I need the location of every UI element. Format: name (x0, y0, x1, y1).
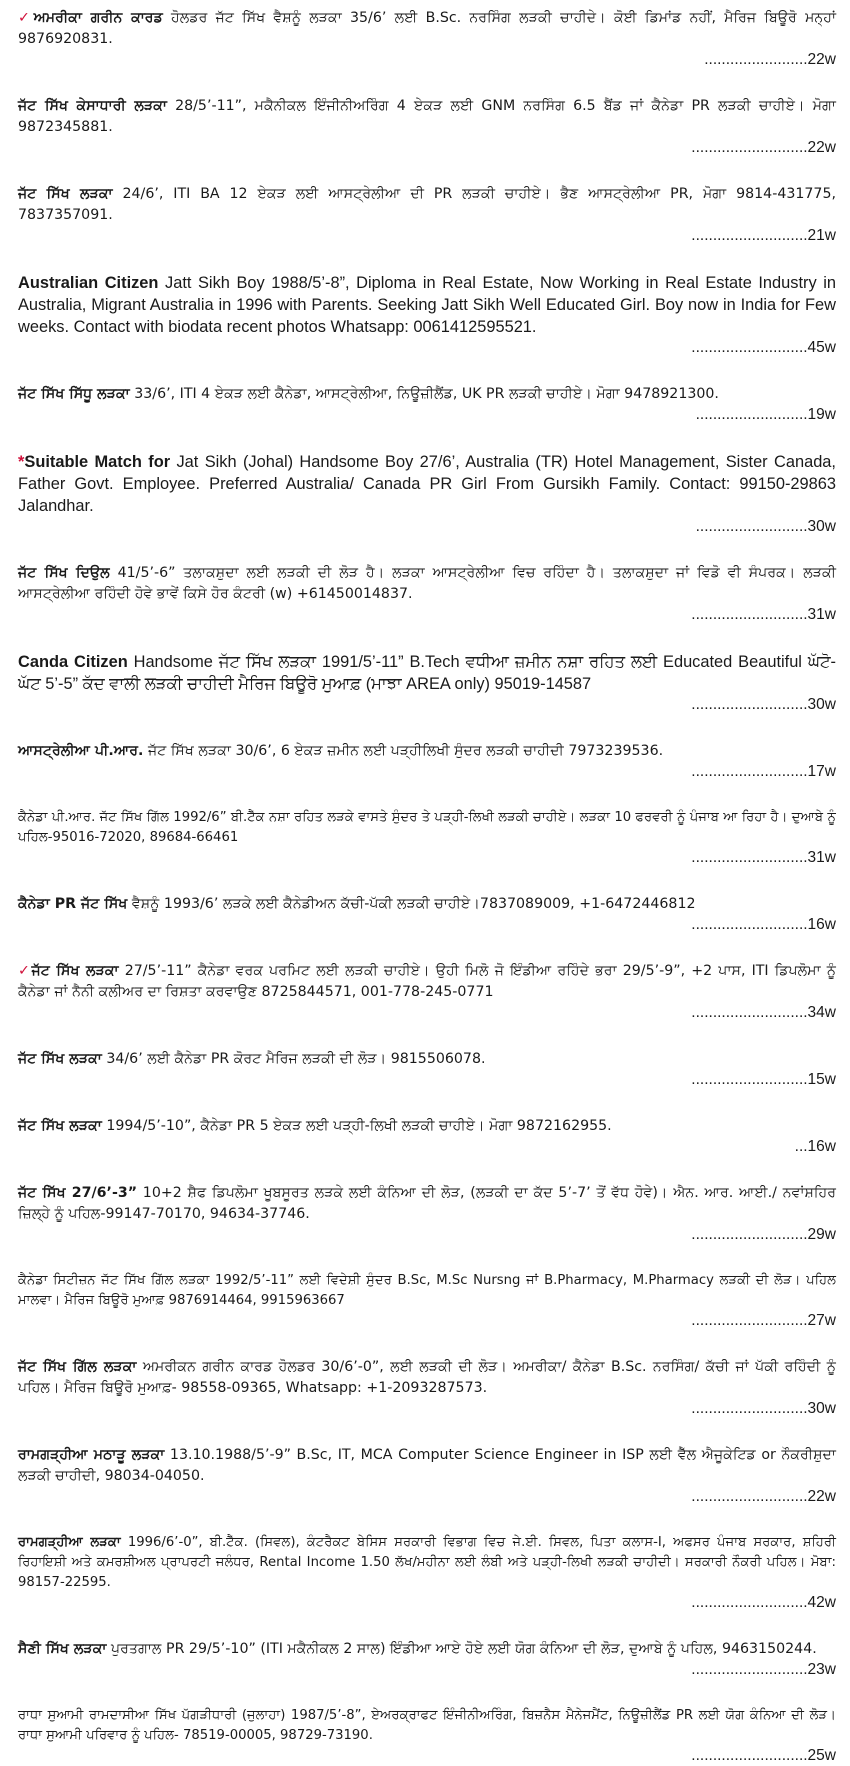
ad-heading: ਸੈਣੀ ਸਿੱਖ ਲੜਕਾ (18, 1641, 107, 1657)
ad-heading: ਜੱਟ ਸਿੱਖ 27/6’-3” (18, 1185, 138, 1201)
word-count: ...........................15w (691, 1071, 836, 1088)
word-count: ...........................34w (691, 1004, 836, 1021)
ad-heading: ਜੱਟ ਸਿੱਖ ਕੇਸਾਧਾਰੀ ਲੜਕਾ (18, 98, 167, 114)
ad-body: ਹੋਲਡਰ ਜੱਟ ਸਿੱਖ ਵੈਸ਼ਨੂੰ ਲੜਕਾ 35/6’ ਲਈ B.Sc. ਨਰਸਿੰਗ ਲੜਕੀ ਚਾਹੀਦੇ। ਕੋਈ ਡਿਮਾਂਡ ਨਹੀਂ, ਮੈਰਿਜ ਬਿਊਰੋ ਮਨ੍ਹਾਂ 9876920831. (18, 10, 837, 47)
word-count: ...........................25w (691, 1747, 836, 1764)
ad-body: 13.10.1988/5’-9” B.Sc, IT, MCA Computer Science Engineer in ISP ਲਈ ਵੈੱਲ ਐਜੂਕੇਟਿਡ or ਨੌਕਰੀਸ਼ੁਦਾ ਲੜਕੀ ਚਾਹੀਦੀ, 98034-04050. (18, 1447, 836, 1484)
ad-body: ਵੈਸ਼ਨੂੰ 1993/6’ ਲੜਕੇ ਲਈ ਕੈਨੇਡੀਅਨ ਕੱਚੀ-ਪੱਕੀ ਲੜਕੀ ਚਾਹੀਏ।7837089009, +1-6472446812 (127, 896, 696, 912)
ad-body: Jatt Sikh Boy 1988/5’-8”, Diploma in Real Estate, Now Working in Real Estate Industry in Australia, Migrant Australia in 1996 with Parents. Seeking Jatt Sikh Well Educated Girl. Boy now in India for Few weeks. Contact with biodata recent photos Whatsapp: 0061412595521. (18, 274, 836, 336)
ad-body: ਕੈਨੇਡਾ ਸਿਟੀਜ਼ਨ ਜੱਟ ਸਿੱਖ ਗਿੱਲ ਲੜਕਾ 1992/5’-11” ਲਈ ਵਿਦੇਸ਼ੀ ਸੁੰਦਰ B.Sc, M.Sc Nursng ਜਾਂ B.Pharmacy, M.Pharmacy ਲੜਕੀ ਦੀ ਲੋੜ। ਪਹਿਲ ਮਾਲਵਾ। ਮੈਰਿਜ ਬਿਊਰੋ ਮੁਆਫ਼ 9876914464, 9915963667 (18, 1273, 836, 1308)
matrimonial-ad (18, 272, 836, 358)
ad-body: 34/6’ ਲਈ ਕੈਨੇਡਾ PR ਕੋਰਟ ਮੈਰਿਜ ਲੜਕੀ ਦੀ ਲੋੜ। 9815506078. (101, 1051, 486, 1067)
ad-heading: ਰਾਮਗੜ੍ਹੀਆ ਲੜਕਾ (18, 1535, 121, 1550)
ad-body: 10+2 ਸ਼ੈਫ ਡਿਪਲੋਮਾ ਖੂਬਸੂਰਤ ਲੜਕੇ ਲਈ ਕੰਨਿਆ ਦੀ ਲੋੜ, (ਲੜਕੀ ਦਾ ਕੱਦ 5’-7’ ਤੋਂ ਵੱਧ ਹੋਵੇ)। ਐਨ. ਆਰ. ਆਈ./ ਨਵਾਂਸ਼ਹਿਰ ਜ਼ਿਲ੍ਹੇ ਨੂੰ ਪਹਿਲ-99147-70170, 94634-37746. (18, 1185, 836, 1222)
check-mark-icon: ✓ (18, 10, 34, 26)
ad-body: Handsome ਜੱਟ ਸਿੱਖ ਲੜਕਾ 1991/5’-11” B.Tech ਵਧੀਆ ਜ਼ਮੀਨ ਨਸ਼ਾ ਰਹਿਤ ਲਈ Educated Beautiful ਘੱਟੋ-ਘੱਟ 5’-5” ਕੱਦ ਵਾਲੀ ਲੜਕੀ ਚਾਹੀਦੀ ਮੈਰਿਜ ਬਿਊਰੋ ਮੁਆਫ਼ (ਮਾਝਾ AREA only) 95019-14587 (18, 653, 836, 693)
ad-body: 27/5’-11” ਕੈਨੇਡਾ ਵਰਕ ਪਰਮਿਟ ਲਈ ਲੜਕੀ ਚਾਹੀਏ। ਉਹੀ ਮਿਲੋ ਜੋ ਇੰਡੀਆ ਰਹਿੰਦੇ ਭਰਾ 29/5’-9”, +2 ਪਾਸ, ITI ਡਿਪਲੋਮਾ ਨੂੰ ਕੈਨੇਡਾ ਜਾਂ ਨੈਨੀ ਕਲੀਅਰ ਦਾ ਰਿਸ਼ਤਾ ਕਰਵਾਉਣ 8725844571, 001-778-245-0771 (18, 963, 837, 1000)
ad-heading: ਜੱਟ ਸਿੱਖ ਲੜਕਾ (18, 186, 113, 202)
matrimonial-ad (18, 1445, 836, 1507)
matrimonial-ad (18, 1183, 836, 1245)
ad-body: ਪੁਰਤਗਾਲ PR 29/5’-10” (ITI ਮਕੈਨੀਕਲ 2 ਸਾਲ) ਇੰਡੀਆ ਆਏ ਹੋਏ ਲਈ ਯੋਗ ਕੰਨਿਆ ਦੀ ਲੋੜ, ਦੁਆਬੇ ਨੂੰ ਪਹਿਲ, 9463150244. (106, 1641, 817, 1657)
word-count: ...........................22w (691, 139, 836, 156)
ad-heading: Suitable Match for (24, 453, 171, 471)
word-count: ...........................27w (691, 1312, 836, 1329)
word-count: ...16w (794, 1138, 836, 1155)
word-count: ...........................16w (691, 916, 836, 933)
word-count: ...........................30w (691, 1400, 836, 1417)
ad-body: 24/6’, ITI BA 12 ਏਕੜ ਲਈ ਆਸਟ੍ਰੇਲੀਆ ਦੀ PR ਲੜਕੀ ਚਾਹੀਏ। ਭੈਣ ਆਸਟ੍ਰੇਲੀਆ PR, ਮੋਗਾ 9814-431775, 7837357091. (18, 186, 836, 223)
ad-heading: ਜੱਟ ਸਿੱਖ ਲੜਕਾ (31, 963, 119, 979)
ad-heading: ਜੱਟ ਸਿੱਖ ਗਿੱਲ ਲੜਕਾ (18, 1359, 137, 1375)
matrimonial-ad (18, 1271, 836, 1331)
matrimonial-ad (18, 563, 836, 625)
ad-body: ਅਮਰੀਕਨ ਗਰੀਨ ਕਾਰਡ ਹੋਲਡਰ 30/6’-0”, ਲਈ ਲੜਕੀ ਦੀ ਲੋੜ। ਅਮਰੀਕਾ/ ਕੈਨੇਡਾ B.Sc. ਨਰਸਿੰਗ/ ਕੱਚੀ ਜਾਂ ਪੱਕੀ ਰਹਿੰਦੀ ਨੂੰ ਪਹਿਲ। ਮੈਰਿਜ ਬਿਊਰੋ ਮੁਆਫ਼- 98558-09365, Whatsapp: +1-2093287573. (18, 1359, 837, 1396)
word-count: ...........................21w (691, 227, 836, 244)
ad-heading: Australian Citizen (18, 274, 159, 292)
matrimonial-ad (18, 1706, 836, 1766)
asterisk-mark: * (18, 453, 25, 471)
ad-body: 28/5’-11”, ਮਕੈਨੀਕਲ ਇੰਜੀਨੀਅਰਿੰਗ 4 ਏਕੜ ਲਈ GNM ਨਰਸਿੰਗ 6.5 ਬੈਂਡ ਜਾਂ ਕੈਨੇਡਾ PR ਲੜਕੀ ਚਾਹੀਏ। ਮੋਗਾ 9872345881. (18, 98, 836, 135)
word-count: ........................22w (704, 51, 836, 68)
word-count: ...........................45w (691, 339, 836, 356)
ad-heading: ਅਮਰੀਕਾ ਗਰੀਨ ਕਾਰਡ (33, 10, 163, 26)
matrimonial-ad (18, 1116, 836, 1157)
matrimonial-ad (18, 1639, 836, 1680)
matrimonial-ad (18, 808, 836, 868)
word-count: ..........................30w (695, 518, 836, 535)
word-count: ...........................23w (691, 1661, 836, 1678)
matrimonial-ad (18, 451, 836, 537)
matrimonial-ad (18, 741, 836, 782)
ad-heading: ਰਾਮਗੜ੍ਹੀਆ ਮਠਾੜੂ ਲੜਕਾ (18, 1447, 165, 1463)
word-count: ...........................17w (691, 763, 836, 780)
matrimonial-ad (18, 384, 836, 425)
ad-body: 33/6’, ITI 4 ਏਕੜ ਲਈ ਕੈਨੇਡਾ, ਆਸਟ੍ਰੇਲੀਆ, ਨਿਊਜ਼ੀਲੈਂਡ, UK PR ਲੜਕੀ ਚਾਹੀਏ। ਮੋਗਾ 9478921300. (129, 386, 719, 402)
word-count: ...........................31w (691, 849, 836, 866)
ad-body: ਕੈਨੇਡਾ ਪੀ.ਆਰ. ਜੱਟ ਸਿੱਖ ਗਿੱਲ 1992/6” ਬੀ.ਟੈੱਕ ਨਸ਼ਾ ਰਹਿਤ ਲੜਕੇ ਵਾਸਤੇ ਸੁੰਦਰ ਤੇ ਪੜ੍ਹੀ-ਲਿਖੀ ਲੜਕੀ ਚਾਹੀਏ। ਲੜਕਾ 10 ਫਰਵਰੀ ਨੂੰ ਪੰਜਾਬ ਆ ਰਿਹਾ ਹੈ। ਦੁਆਬੇ ਨੂੰ ਪਹਿਲ-95016-72020, 89684-66461 (18, 810, 836, 845)
check-mark-icon: ✓ (18, 963, 32, 979)
matrimonial-ad (18, 96, 836, 158)
ad-body: Jat Sikh (Johal) Handsome Boy 27/6’, Australia (TR) Hotel Management, Sister Canada, Father Govt. Employee. Preferred Australia/ Canada PR Girl From Gursikh Family. Contact: 99150-29863 Jalandhar. (18, 453, 836, 515)
ad-body: 1994/5’-10”, ਕੈਨੇਡਾ PR 5 ਏਕੜ ਲਈ ਪੜ੍ਹੀ-ਲਿਖੀ ਲੜਕੀ ਚਾਹੀਏ। ਮੋਗਾ 9872162955. (101, 1118, 612, 1134)
ad-body: 41/5’-6” ਤਲਾਕਸ਼ੁਦਾ ਲਈ ਲੜਕੀ ਦੀ ਲੋੜ ਹੈ। ਲੜਕਾ ਆਸਟ੍ਰੇਲੀਆ ਵਿਚ ਰਹਿੰਦਾ ਹੈ। ਤਲਾਕਸ਼ੁਦਾ ਜਾਂ ਵਿਡੋ ਵੀ ਸੰਪਰਕ। ਲੜਕੀ ਆਸਟ੍ਰੇਲੀਆ ਰਹਿੰਦੀ ਹੋਵੇ ਭਾਵੇਂ ਕਿਸੇ ਹੋਰ ਕੰਟਰੀ (w) +61450014837. (18, 565, 837, 602)
ad-body: ਜੱਟ ਸਿੱਖ ਲੜਕਾ 30/6’, 6 ਏਕੜ ਜ਼ਮੀਨ ਲਈ ਪੜ੍ਹੀਲਿਖੀ ਸੁੰਦਰ ਲੜਕੀ ਚਾਹੀਦੀ 7973239536. (143, 743, 664, 759)
matrimonial-ad (18, 1357, 836, 1419)
matrimonial-ad (18, 961, 836, 1023)
ad-body: 1996/6’-0”, ਬੀ.ਟੈੱਕ. (ਸਿਵਲ), ਕੰਟਰੈਕਟ ਬੇਸਿਸ ਸਰਕਾਰੀ ਵਿਭਾਗ ਵਿਚ ਜੇ.ਈ. ਸਿਵਲ, ਪਿਤਾ ਕਲਾਸ-I, ਅਫਸਰ ਪੰਜਾਬ ਸਰਕਾਰ, ਸ਼ਹਿਰੀ ਰਿਹਾਇਸ਼ੀ ਅਤੇ ਕਮਰਸ਼ੀਅਲ ਪ੍ਰਾਪਰਟੀ ਜਲੰਧਰ, Rental Income 1.50 ਲੱਖ/ਮਹੀਨਾ ਲਈ ਲੰਬੀ ਅਤੇ ਪੜ੍ਹੀ-ਲਿਖੀ ਲੜਕੀ ਚਾਹੀਦੀ। ਸਰਕਾਰੀ ਨੌਕਰੀ ਪਹਿਲ। ਮੋਬਾ: 98157-22595. (18, 1535, 836, 1590)
word-count: ...........................22w (691, 1488, 836, 1505)
matrimonial-ad (18, 1533, 836, 1613)
ad-heading: ਜੱਟ ਸਿੱਖ ਦਿਉਲ (18, 565, 110, 581)
matrimonial-ad (18, 651, 836, 715)
matrimonial-ad (18, 1049, 836, 1090)
matrimonial-ad (18, 894, 836, 935)
ad-heading: Canda Citizen (18, 653, 128, 671)
word-count: ...........................42w (691, 1594, 836, 1611)
ad-heading: ਆਸਟ੍ਰੇਲੀਆ ਪੀ.ਆਰ. (18, 743, 144, 759)
word-count: ...........................31w (691, 606, 836, 623)
word-count: ...........................29w (691, 1226, 836, 1243)
word-count: ..........................19w (695, 406, 836, 423)
ad-body: ਰਾਧਾ ਸੁਆਮੀ ਰਾਮਦਾਸੀਆ ਸਿੱਖ ਪੱਗੜੀਧਾਰੀ (ਜੁਲਾਹਾ) 1987/5’-8”, ਏਅਰਕ੍ਰਾਫਟ ਇੰਜੀਨੀਅਰਿੰਗ, ਬਿਜ਼ਨੈਸ ਮੈਨੇਜਮੈਂਟ, ਨਿਊਜ਼ੀਲੈਂਡ PR ਲਈ ਯੋਗ ਕੰਨਿਆ ਦੀ ਲੋੜ। ਰਾਧਾ ਸੁਆਮੀ ਪਰਿਵਾਰ ਨੂੰ ਪਹਿਲ- 78519-00005, 98729-73190. (18, 1708, 836, 1743)
ad-heading: ਜੱਟ ਸਿੱਖ ਸਿੱਧੂ ਲੜਕਾ (18, 386, 130, 402)
matrimonial-ad (18, 184, 836, 246)
matrimonial-ad (18, 8, 836, 70)
ad-heading: ਜੱਟ ਸਿੱਖ ਲੜਕਾ (18, 1051, 102, 1067)
ad-heading: ਜੱਟ ਸਿੱਖ ਲੜਕਾ (18, 1118, 102, 1134)
ad-heading: ਕੈਨੇਡਾ PR ਜੱਟ ਸਿੱਖ (18, 896, 128, 912)
word-count: ...........................30w (691, 696, 836, 713)
